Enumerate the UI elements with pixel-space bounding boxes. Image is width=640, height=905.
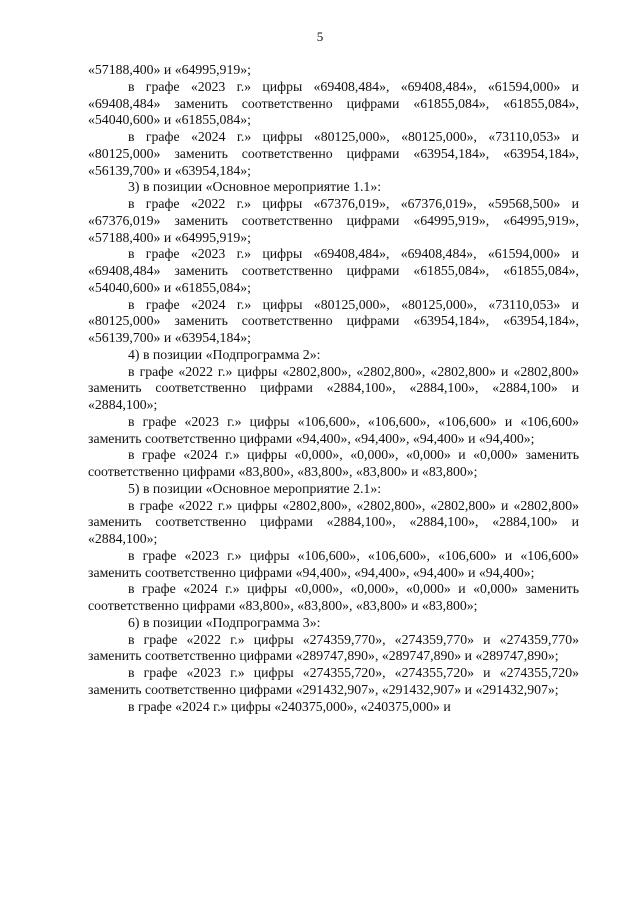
paragraph: в графе «2023 г.» цифры «274355,720», «274355,720» и «274355,720» заменить соответственно цифрами «291432,907», «291432,907» и «291432,907»; xyxy=(88,665,579,697)
page-number: 5 xyxy=(316,29,324,44)
paragraph: в графе «2022 г.» цифры «274359,770», «274359,770» и «274359,770» заменить соответственно цифрами «289747,890», «289747,890» и «289747,890»; xyxy=(88,631,579,664)
paragraph: «57188,400» и «64995,919»; xyxy=(88,62,251,77)
paragraph: в графе «2024 г.» цифры «0,000», «0,000», «0,000» и «0,000» заменить соответственно цифрами «83,800», «83,800», «83,800» и «83,800»; xyxy=(88,447,579,479)
paragraph: 6) в позиции «Подпрограмма 3»: xyxy=(128,614,321,630)
paragraph: в графе «2023 г.» цифры «69408,484», «69408,484», «61594,000» и «69408,484» заменить соответственно цифрами «61855,084», «61855,084», «54040,600» и «61855,084»; xyxy=(88,78,579,128)
paragraph: в графе «2024 г.» цифры «80125,000», «80125,000», «73110,053» и «80125,000» заменить соответственно цифрами «63954,184», «63954,184», «56139,700» и «63954,184»; xyxy=(88,129,579,178)
paragraph: в графе «2024 г.» цифры «0,000», «0,000», «0,000» и «0,000» заменить соответственно цифрами «83,800», «83,800», «83,800» и «83,800»; xyxy=(88,581,579,613)
paragraph: в графе «2023 г.» цифры «69408,484», «69408,484», «61594,000» и «69408,484» заменить соответственно цифрами «61855,084», «61855,084», «54040,600» и «61855,084»; xyxy=(88,246,579,295)
paragraph: в графе «2024 г.» цифры «80125,000», «80125,000», «73110,053» и «80125,000» заменить соответственно цифрами «63954,184», «63954,184», «56139,700» и «63954,184»; xyxy=(88,296,579,345)
paragraph: 5) в позиции «Основное мероприятие 2.1»: xyxy=(128,480,382,496)
paragraph: в графе «2022 г.» цифры «2802,800», «2802,800», «2802,800» и «2802,800» заменить соответственно цифрами «2884,100», «2884,100», «2884,100» и «2884,100»; xyxy=(88,363,579,412)
document-body xyxy=(88,62,579,715)
paragraph: 4) в позиции «Подпрограмма 2»: xyxy=(128,346,321,362)
paragraph: в графе «2024 г.» цифры «240375,000», «240375,000» и xyxy=(128,698,451,714)
paragraph: 3) в позиции «Основное мероприятие 1.1»: xyxy=(128,179,382,195)
paragraph: в графе «2022 г.» цифры «2802,800», «2802,800», «2802,800» и «2802,800» заменить соответственно цифрами «2884,100», «2884,100», «2884,100» и «2884,100»; xyxy=(88,497,579,546)
paragraph: в графе «2023 г.» цифры «106,600», «106,600», «106,600» и «106,600» заменить соответственно цифрами «94,400», «94,400», «94,400» и «94,400»; xyxy=(88,413,579,446)
paragraph: в графе «2022 г.» цифры «67376,019», «67376,019», «59568,500» и «67376,019» заменить соответственно цифрами «64995,919», «64995,919», «57188,400» и «64995,919»; xyxy=(88,196,579,245)
paragraph: в графе «2023 г.» цифры «106,600», «106,600», «106,600» и «106,600» заменить соответственно цифрами «94,400», «94,400», «94,400» и «94,400»; xyxy=(88,547,579,580)
